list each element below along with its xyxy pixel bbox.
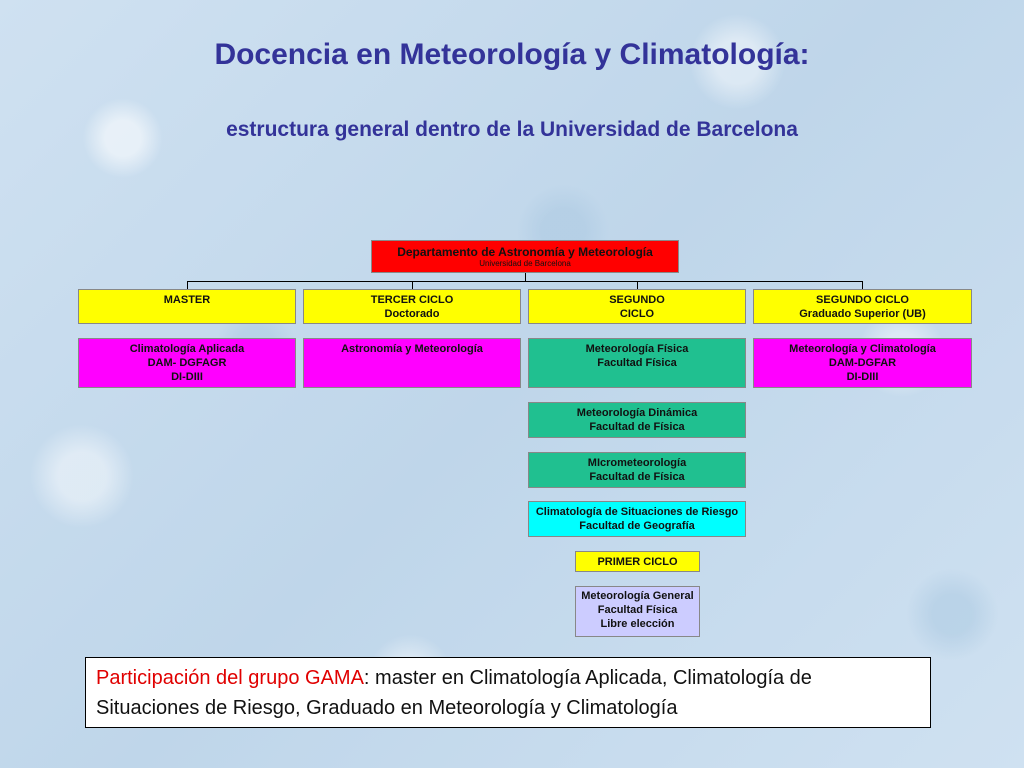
child-climatologia-aplicada xyxy=(78,338,296,388)
header-segundo-ciclo xyxy=(753,289,972,324)
chain-situaciones-riesgo-line1: Climatología de Situaciones de Riesgo xyxy=(535,506,739,518)
chain-situaciones-riesgo-line2: Facultad de Geografía xyxy=(579,520,695,532)
child-meteorologia-climatologia-line1: Meteorología y Climatología xyxy=(789,343,936,355)
root-department-title: Departamento de Astronomía y Meteorología xyxy=(397,245,653,259)
header-master-line1: MASTER xyxy=(163,294,211,306)
chain-micrometeorologia-line1: MIcrometeorología xyxy=(587,457,687,469)
chain-micrometeorologia-line2: Facultad de Física xyxy=(589,471,685,483)
child-meteorologia-climatologia-line2: DAM-DGFAR xyxy=(828,357,897,369)
header-master xyxy=(78,289,296,324)
child-climatologia-aplicada-line3: DI-DIII xyxy=(171,371,203,383)
root-department xyxy=(371,240,679,273)
chain-meteorologia-dinamica-line1: Meteorología Dinámica xyxy=(576,407,698,419)
header-segundo-line2: CICLO xyxy=(619,308,655,320)
gama-participation-text: : master en Climatología Aplicada, Climatología de Situaciones de Riesgo, Graduado en Meteorología y Climatología xyxy=(96,667,812,719)
chain-primer-ciclo xyxy=(575,551,700,572)
page-title: Docencia en Meteorología y Climatología: xyxy=(214,38,810,71)
child-climatologia-aplicada-line2: DAM- DGFAGR xyxy=(147,357,227,369)
gama-participation-note xyxy=(85,657,931,728)
header-segundo-ciclo-line1: SEGUNDO CICLO xyxy=(816,294,909,306)
connector-segundo-ciclo xyxy=(862,281,863,289)
chain-meteorologia-general-line1: Meteorología General xyxy=(581,590,694,602)
connector-segundo xyxy=(637,281,638,289)
chain-meteorologia-dinamica xyxy=(528,402,746,438)
child-astronomia-meteorologia xyxy=(303,338,521,388)
header-tercer-ciclo xyxy=(303,289,521,324)
page-subtitle: estructura general dentro de la Universidad de Barcelona xyxy=(226,118,798,141)
connector-tercer xyxy=(412,281,413,289)
connector-horizontal xyxy=(187,281,863,282)
header-segundo xyxy=(528,289,746,324)
connector-master xyxy=(187,281,188,289)
child-meteorologia-fisica-line2: Facultad Física xyxy=(597,357,677,369)
child-climatologia-aplicada-line1: Climatología Aplicada xyxy=(129,343,245,355)
header-tercer-ciclo-line1: TERCER CICLO xyxy=(370,294,454,306)
header-tercer-ciclo-line2: Doctorado xyxy=(384,308,440,320)
gama-participation-highlight: Participación del grupo GAMA xyxy=(96,667,364,689)
chain-situaciones-riesgo xyxy=(528,501,746,537)
chain-meteorologia-general-line2: Facultad Física xyxy=(597,604,678,616)
chain-meteorologia-general-line3: Libre elección xyxy=(600,618,675,630)
child-meteorologia-climatologia xyxy=(753,338,972,388)
chain-primer-ciclo-line1: PRIMER CICLO xyxy=(597,556,678,568)
child-meteorologia-fisica xyxy=(528,338,746,388)
header-segundo-ciclo-line2: Graduado Superior (UB) xyxy=(799,308,926,320)
header-segundo-line1: SEGUNDO xyxy=(609,294,665,306)
chain-meteorologia-dinamica-line2: Facultad de Física xyxy=(589,421,685,433)
root-department-subtitle: Universidad de Barcelona xyxy=(479,259,571,268)
child-astronomia-meteorologia-line1: Astronomía y Meteorología xyxy=(341,343,483,355)
child-meteorologia-fisica-line1: Meteorología Física xyxy=(585,343,689,355)
child-meteorologia-climatologia-line3: DI-DIII xyxy=(846,371,879,383)
chain-micrometeorologia xyxy=(528,452,746,488)
chain-meteorologia-general xyxy=(575,586,700,637)
